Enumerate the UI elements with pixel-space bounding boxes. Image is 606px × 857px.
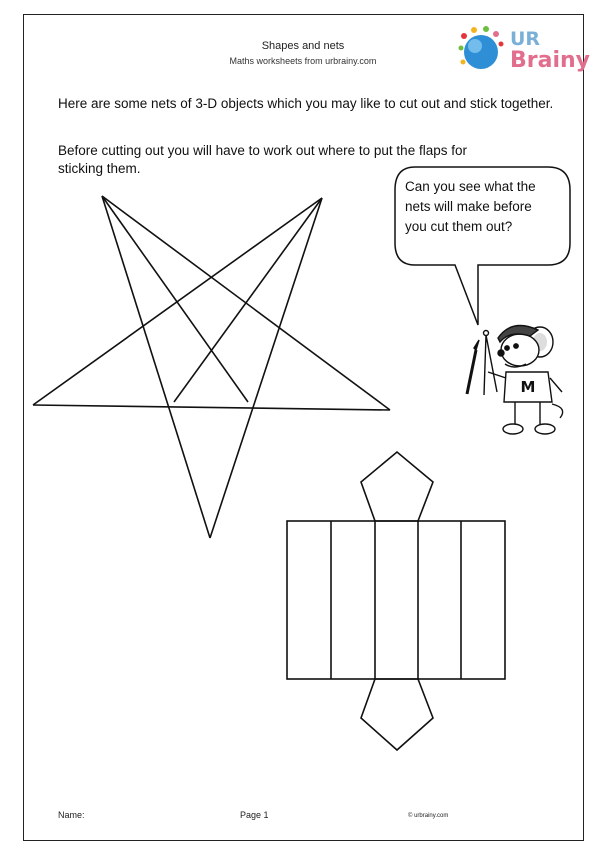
speech-bubble-text: Can you see what the nets will make before you cut them out? xyxy=(405,179,536,234)
worksheet-subtitle: Maths worksheets from urbrainy.com xyxy=(229,56,377,66)
footer-copyright: © urbrainy.com xyxy=(408,813,449,819)
footer-name-label: Name: xyxy=(58,810,85,820)
star-net-outline xyxy=(33,196,390,538)
logo-text-brainy: Brainy xyxy=(510,48,591,73)
bottom-pentagon-face xyxy=(361,679,433,750)
mouse-mascot-illustration xyxy=(467,326,563,435)
prism-net xyxy=(287,452,505,750)
top-pentagon-face xyxy=(361,452,433,521)
instruction-paragraph-2: Before cutting out you will have to work out where to put the flaps for sticking them. xyxy=(58,143,467,176)
worksheet-title: Shapes and nets xyxy=(261,40,345,52)
mascot-shirt-letter: M xyxy=(520,378,536,396)
logo-text-ur: UR xyxy=(510,28,541,50)
instruction-paragraph-1: Here are some nets of 3-D objects which you may like to cut out and stick together. xyxy=(58,96,554,111)
footer-page-label: Page 1 xyxy=(240,810,269,820)
